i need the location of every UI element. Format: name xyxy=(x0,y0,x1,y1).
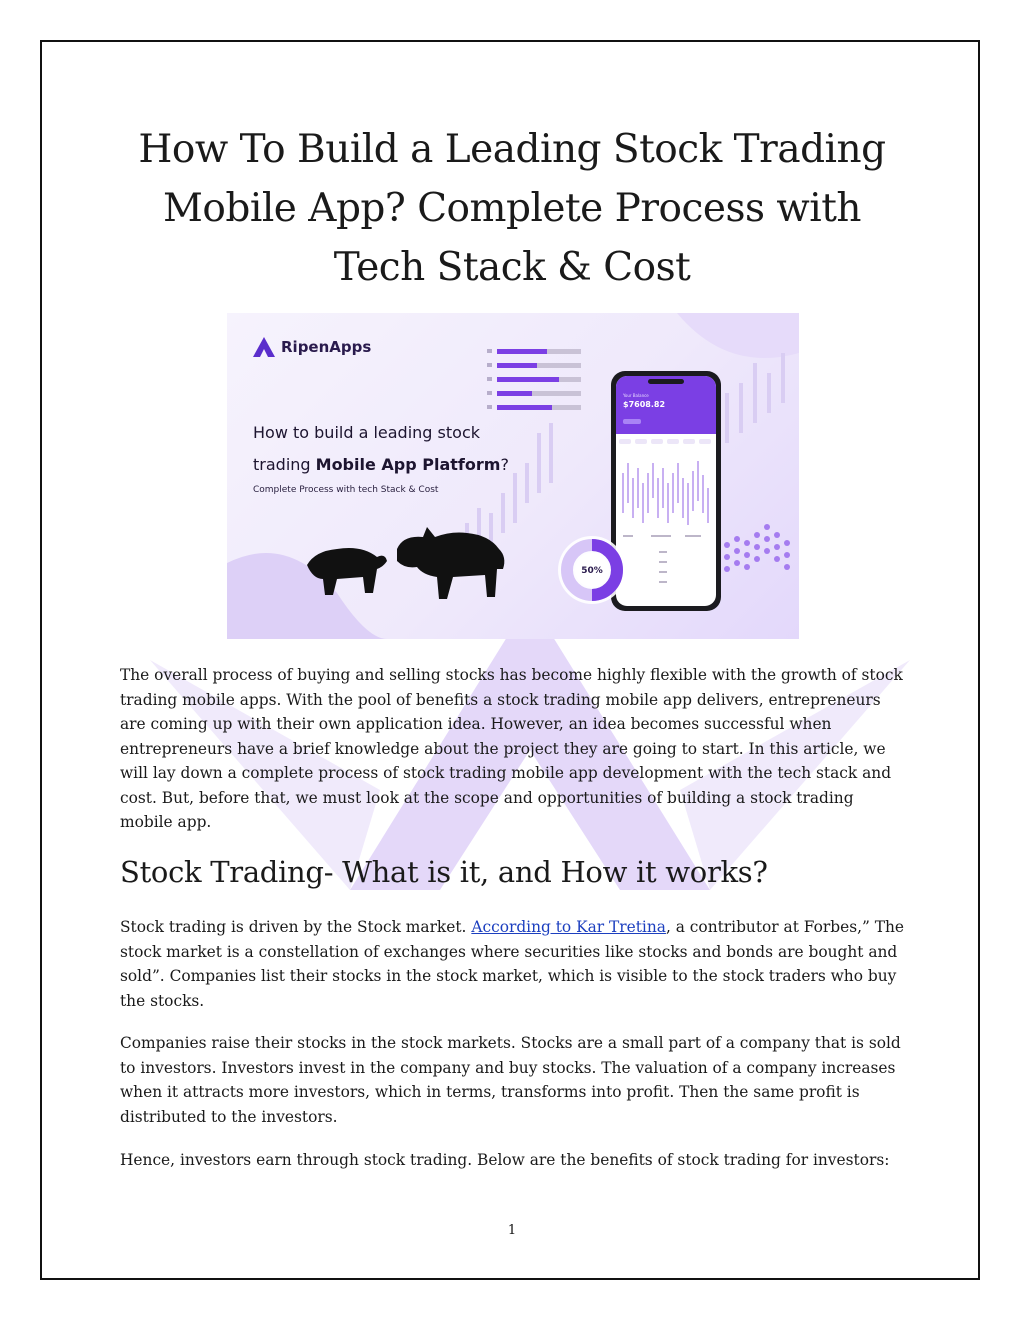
hero-subheading: Complete Process with tech Stack & Cost xyxy=(253,485,439,495)
paragraph-stock-market: Stock trading is driven by the Stock market. According to Kar Tretina, a contributor at Forbes,” The stock market is a constellation of exchanges where securities like stocks and bonds are bought and sold”. Companies list their stocks in the stock market, which is visible to the stock traders who buy the stocks. xyxy=(120,918,905,1010)
paragraph-companies: Companies raise their stocks in the stock markets. Stocks are a small part of a company that is sold to investors. Investors invest in the company and buy stocks. The valuation of a company increases when it attracts more investors, which in terms, transforms into profit. Then the same profit is distributed to the investors. xyxy=(120,1034,901,1126)
section-heading: Stock Trading- What is it, and How it works? xyxy=(120,855,768,889)
forbes-source-link[interactable]: According to Kar Tretina xyxy=(471,918,666,936)
document-title: How To Build a Leading Stock Trading Mobile App? Complete Process with Tech Stack & Cost xyxy=(138,127,886,290)
hero-heading-line1: How to build a leading stock xyxy=(253,423,480,442)
intro-paragraph: The overall process of buying and selling stocks has become highly flexible with the growth of stock trading mobile apps. With the pool of benefits a stock trading mobile app delivers, entrepreneurs are coming up with their own application idea. However, an idea becomes successful when entrepreneurs have a brief knowledge about the project they are going to start. In this article, we will lay down a complete process of stock trading mobile app development with the tech stack and cost. But, before that, we must look at the scope and opportunities of building a stock trading mobile app. xyxy=(120,666,903,831)
bull-icon xyxy=(397,527,504,599)
phone-balance-label: Your Balance xyxy=(623,393,649,398)
hero-logo xyxy=(253,337,371,357)
phone-balance: $7608.82 xyxy=(623,400,666,409)
hero-logo-text: RipenApps xyxy=(281,338,372,356)
paragraph-benefits-intro: Hence, investors earn through stock trading. Below are the benefits of stock trading for investors: xyxy=(120,1151,890,1169)
phone-mockup xyxy=(611,371,721,611)
page-number: 1 xyxy=(507,1223,517,1238)
hero-background-decor xyxy=(227,313,799,639)
hero-banner-image xyxy=(227,313,799,639)
donut-label: 50% xyxy=(581,566,603,576)
donut-chart-icon xyxy=(558,536,626,604)
logo-icon xyxy=(253,337,275,357)
hero-heading-line2: trading Mobile App Platform? xyxy=(253,455,509,474)
